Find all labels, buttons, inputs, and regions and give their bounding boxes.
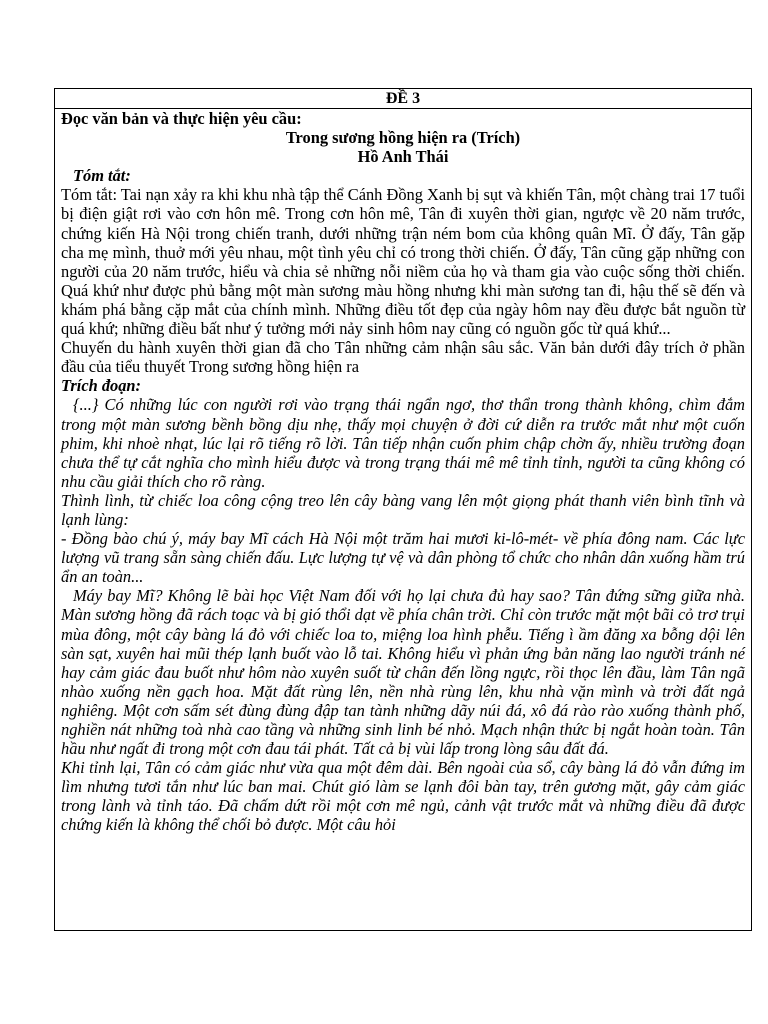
exam-heading: ĐỀ 3	[55, 89, 751, 109]
exam-table	[54, 88, 752, 931]
summary-paragraph-2: Chuyến du hành xuyên thời gian đã cho Tân những cảm nhận sâu sắc. Văn bản dưới đây trích ở phần đầu của tiểu thuyết Trong sương hồng hiện ra	[61, 338, 745, 377]
summary-label: Tóm tắt:	[73, 166, 131, 186]
instruction-text: Đọc văn bản và thực hiện yêu cầu:	[61, 109, 302, 128]
author-name: Hồ Anh Thái	[357, 147, 449, 167]
excerpt-paragraph: Khi tỉnh lại, Tân có cảm giác như vừa qua một đêm dài. Bên ngoài của sổ, cây bàng lá đỏ vẫn đứng im lìm nhưng tươi tắn như lúc ban mai. Chút gió làm se lạnh đôi bàn tay, trên gương mặt, gây cảm giác trong lành và tỉnh táo. Đã chấm dứt rồi một cơn mê ngủ, cảnh vật trước mắt và những điều đã được chứng kiến là không thể chối bỏ được. Một câu hỏi	[61, 758, 745, 835]
excerpt-paragraph: Máy bay Mĩ? Không lẽ bài học Việt Nam đối với họ lại chưa đủ hay sao? Tân đứng sững giữa nhà. Màn sương hồng đã rách toạc và bị gió thổi dạt về phía chân trời. Chỉ còn trước mặt một bãi cỏ trơ trụi mùa đông, một cây bàng lá đỏ với chiếc loa to, miệng loa hình phễu. Tiếng ì ầm đăng xa bỗng dội lên sàn sạt, xuyên hai mũi thép lạnh buốt vào lỗ tai. Không hiểu vì phản ứng bản năng lao người tránh né hay cảm giác đau buốt như hôm nào xuyên suốt từ chân đến lồng ngực, rồi thọc lên đầu, làm Tân ngã nhào xuống nền gạch hoa. Mặt đất rùng lên, nền nhà rùng lên, khu nhà vặn mình và trời đất ngả nghiêng. Một cơn sấm sét đùng đùng đập tan tành những dãy núi đá, xô đá rào rào xuống thành phố, nghiền nát những toà nhà cao tầng và những sinh linh bé nhỏ. Mạch nhận thức bị ngắt hoàn toàn. Tân hầu như ngất đi trong một cơn đau tái phát. Tất cả bị vùi lấp trong lòng sâu đất đá.	[61, 586, 745, 759]
excerpt-paragraph: {...} Có những lúc con người rơi vào trạng thái ngẩn ngơ, thơ thẩn trong thành không, chìm đắm trong một màn sương bềnh bồng dịu nhẹ, thấy mọi chuyện ở đời cứ diễn ra trước mắt như một cuốn phim, khi nhoè nhạt, lúc lại rõ tiếng rõ lời. Tân tiếp nhận cuốn phim chập chờn ấy, nhiều trường đoạn chưa thể tự cắt nghĩa cho mình hiểu được và trong trạng thái mê mê tỉnh tỉnh, người ta cũng không có nhu cầu giải thích cho rõ ràng.	[61, 395, 745, 491]
work-title: Trong sương hồng hiện ra (Trích)	[285, 128, 521, 148]
excerpt-label: Trích đoạn:	[61, 376, 141, 396]
excerpt-paragraph: Thình lình, từ chiếc loa công cộng treo lên cây bàng vang lên một giọng phát thanh viên bình tĩnh và lạnh lùng:	[61, 490, 745, 529]
exam-body-cell	[55, 109, 751, 835]
summary-paragraph: Tóm tắt: Tai nạn xảy ra khi khu nhà tập thể Cánh Đồng Xanh bị sụt và khiến Tân, một chàng trai 17 tuổi bị điện giật rơi vào cơn hôn mê. Trong cơn hôn mê, Tân đi xuyên thời gian, ngược về 20 năm trước, chứng kiến Hà Nội trong chiến tranh, dưới những trận ném bom của không quân Mĩ. Ở đấy, Tân gặp cha mẹ mình, thuở mới yêu nhau, một tình yêu chỉ có trong thời chiến. Ở đấy, Tân cũng gặp những con người của 20 năm trước, hiểu và chia sẻ những nỗi niềm của họ và tham gia vào cuộc sống thời chiến. Quá khứ như được phủ bằng một màn sương màu hồng nhưng khi màn sương tan đi, hậu thế sẽ đến và khám phá bằng cặp mắt của chính mình. Những điều tốt đẹp của ngày hôm nay đều được bắt nguồn từ quá khứ; những điều bất như ý tưởng mới nảy sinh hôm nay cũng có nguồn gốc từ quá khứ...	[61, 185, 745, 339]
excerpt-paragraph: - Đồng bào chú ý, máy bay Mĩ cách Hà Nội một trăm hai mươi ki-lô-mét- về phía đông nam. Các lực lượng vũ trang sẵn sàng chiến đấu. Lực lượng tự vệ và dân phòng tổ chức cho nhân dân xuống hầm trú ẩn an toàn...	[61, 529, 745, 587]
